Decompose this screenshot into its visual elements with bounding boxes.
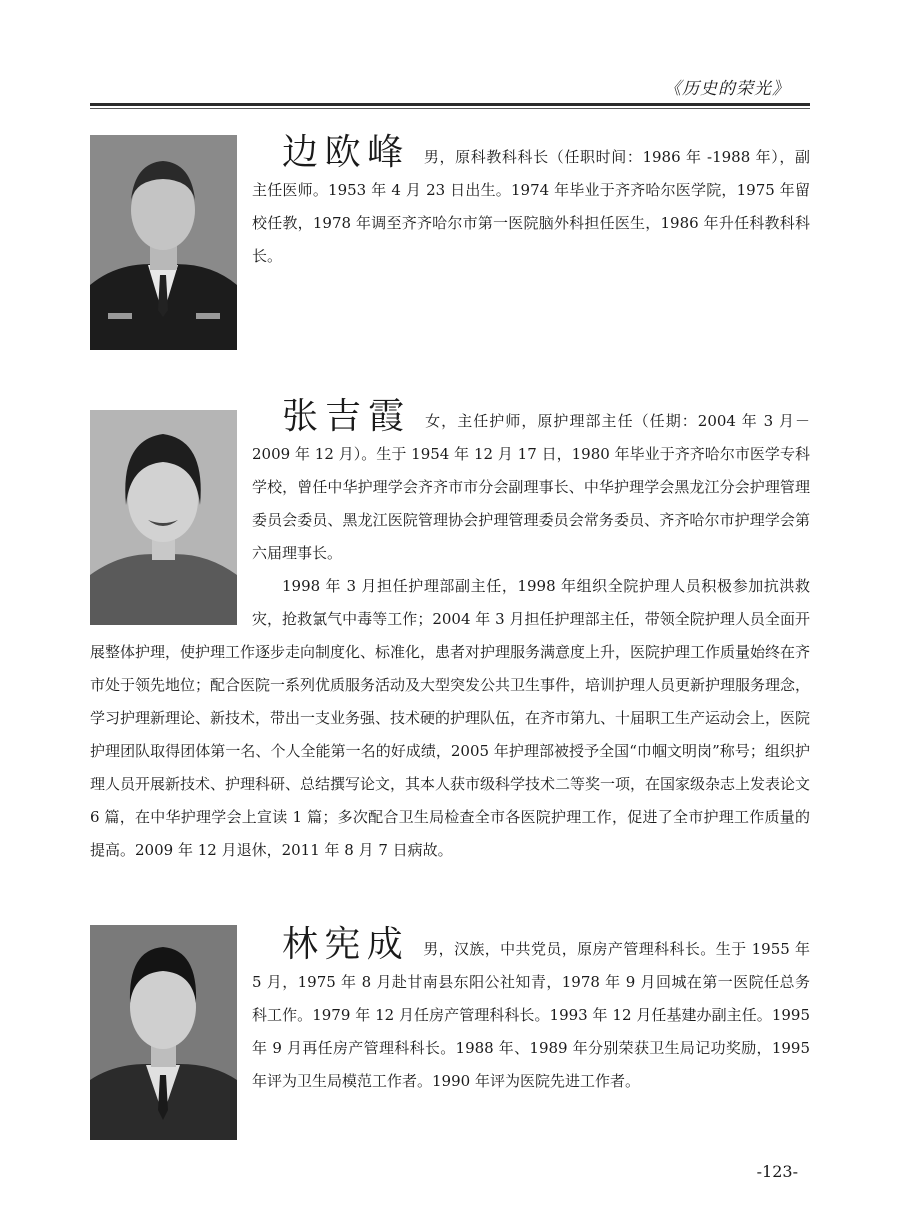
biography-entry-3: [90, 924, 810, 1158]
bio-intro-text: 男，原科教科科长（任职时间：1986 年 -1988 年），副主任医师。1953 年 4 月 23 日出生。1974 年毕业于齐齐哈尔医学院，1975 年留校任教，1978 年调至齐齐哈尔市第一医院脑外科担任医生，1986 年升任科教科科长。: [252, 148, 810, 265]
person-name: 边欧峰: [282, 132, 410, 173]
page-number: -123-: [756, 1162, 798, 1181]
biography-entry-1: [90, 132, 810, 366]
bio-intro-text: 男，汉族，中共党员，原房产管理科科长。生于 1955 年 5 月，1975 年 8 月赴甘南县东阳公社知青，1978 年 9 月回城在第一医院任总务科工作。1979 年 12 月任房产管理科科长。1993 年 12 月任基建办副主任。1995 年 9 月再任房产管理科科长。1988 年、1989 年分别荣获卫生局记功奖励，1995 年评为卫生局模范工作者。1990 年评为医院先进工作者。: [252, 940, 810, 1090]
bio-paragraph: [90, 924, 810, 1098]
person-name: 林宪成: [282, 924, 410, 965]
bio-intro-text: 女，主任护师，原护理部主任（任期：2004 年 3 月－2009 年 12 月）。生于 1954 年 12 月 17 日，1980 年毕业于齐齐哈尔市医学专科学校，曾任中华护理学会齐齐市市分会副理事长、中华护理学会黑龙江分会护理管理委员会委员、黑龙江医院管理协会护理管理委员会常务委员、齐齐哈尔市护理学会第六届理事长。: [252, 412, 810, 562]
bio-paragraph: [90, 132, 810, 273]
header-rule: [90, 103, 810, 106]
biography-entry-2: [90, 396, 811, 867]
book-title: 《历史的荣光》: [664, 79, 790, 99]
bio-paragraph-2: 1998 年 3 月担任护理部副主任，1998 年组织全院护理人员积极参加抗洪救灾，抢救氯气中毒等工作；2004 年 3 月担任护理部主任，带领全院护理人员全面开展整体护理，使护理工作逐步走向制度化、标准化，患者对护理服务满意度上升，医院护理工作质量始终在齐市处于领先地位；配合医院一系列优质服务活动及大型突发公共卫生事件，培训护理人员更新护理服务理念，学习护理新理论、新技术，带出一支业务强、技术硬的护理队伍，在齐市第九、十届职工生产运动会上，医院护理团队取得团体第一名、个人全能第一名的好成绩，2005 年护理部被授予全国“巾帼文明岗”称号；组织护理人员开展新技术、护理科研、总结撰写论文，其本人获市级科学技术二等奖一项，在国家级杂志上发表论文 6 篇，在中华护理学会上宣读 1 篇；多次配合卫生局检查全市各医院护理工作，促进了全市护理工作质量的提高。2009 年 12 月退休，2011 年 8 月 7 日病故。: [90, 577, 811, 859]
bio-paragraph: [90, 396, 810, 570]
header-rule-thin: [90, 108, 810, 109]
person-name: 张吉霞: [282, 396, 412, 437]
